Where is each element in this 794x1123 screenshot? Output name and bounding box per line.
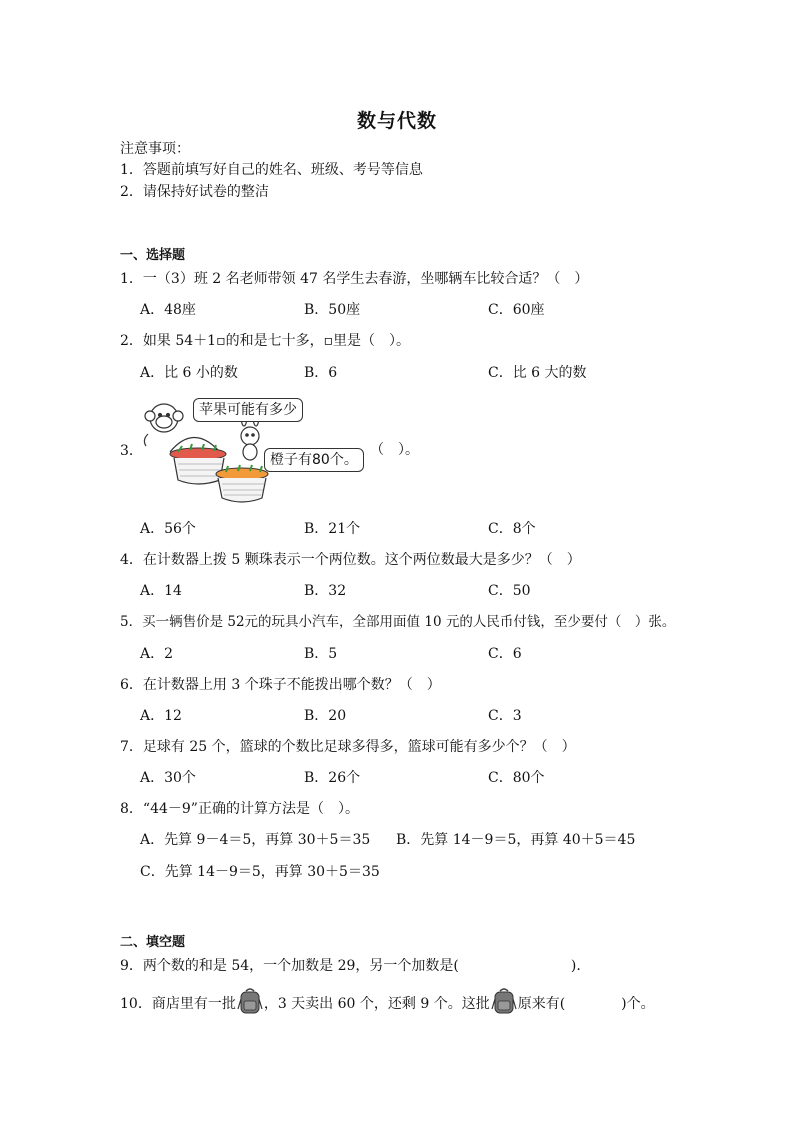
question-stem: 4．在计数器上拨 5 颗珠表示一个两位数。这个两位数最大是多少？（ ） (120, 552, 581, 568)
option-c[interactable]: C．比 6 大的数 (488, 365, 587, 381)
monkey-icon (144, 404, 183, 446)
option-b[interactable]: B．6 (304, 365, 338, 381)
option-b[interactable]: B．21个 (304, 521, 361, 537)
option-c[interactable]: C．6 (488, 646, 522, 662)
question-stem: 5．买一辆售价是 52元的玩具小汽车，全部用面值 10 元的人民币付钱，至少要付（ ）张。 (120, 614, 676, 630)
notice-title: 注意事项： (120, 141, 190, 157)
question-stem: 6．在计数器上用 3 个珠子不能拨出哪个数？（ ） (120, 677, 441, 693)
option-c[interactable]: C．50 (488, 583, 531, 599)
question-stem (120, 993, 655, 1015)
question-text-part2: ，3 天卖出 60 个，还剩 9 个。这批 (263, 996, 490, 1012)
option-a[interactable]: A．14 (140, 583, 182, 599)
orange-basket-icon (216, 465, 268, 502)
notice-item: 1．答题前填写好自己的姓名、班级、考号等信息 (120, 162, 423, 178)
backpack-icon (237, 987, 263, 1015)
backpack-icon (491, 987, 517, 1015)
option-a[interactable]: A．比 6 小的数 (140, 365, 238, 381)
question-number: 3． (120, 443, 143, 459)
question-stem: 8．“44－9”正确的计算方法是（ ）。 (120, 801, 359, 817)
question-stem: 7．足球有 25 个，篮球的个数比足球多得多，篮球可能有多少个？（ ） (120, 739, 576, 755)
section-title: 二、填空题 (120, 935, 186, 950)
option-a[interactable]: A．2 (140, 646, 174, 662)
option-b[interactable]: B．5 (304, 646, 338, 662)
question-stem-tail: （ ）。 (370, 442, 419, 458)
notice-item: 2．请保持好试卷的整洁 (120, 184, 269, 200)
question-stem: 2．如果 54＋1▫的和是七十多，▫里是（ ）。 (120, 333, 411, 349)
option-c[interactable]: C．3 (488, 708, 522, 724)
question-text-part1: 10．商店里有一批 (120, 996, 236, 1012)
apple-basket-icon (170, 437, 226, 484)
option-c[interactable]: C．80个 (488, 770, 545, 786)
speech-bubble-apples: 苹果可能有多少 (193, 398, 303, 422)
option-a[interactable]: A．56个 (140, 521, 196, 537)
option-a[interactable]: A．先算 9－4＝5，再算 30＋5＝35 (140, 832, 371, 848)
option-b[interactable]: B．20 (304, 708, 347, 724)
option-b[interactable]: B．26个 (304, 770, 361, 786)
speech-bubble-oranges: 橙子有80个。 (264, 448, 364, 472)
question-text-part3: 原来有( )个。 (517, 996, 655, 1012)
option-a[interactable]: A．48座 (140, 302, 196, 318)
question-stem: 9．两个数的和是 54，一个加数是 29，另一个加数是( ). (120, 958, 581, 974)
option-b[interactable]: B．32 (304, 583, 347, 599)
option-b[interactable]: B．先算 14－9＝5，再算 40＋5＝45 (396, 832, 636, 848)
page-title: 数与代数 (357, 110, 438, 132)
option-b[interactable]: B．50座 (304, 302, 361, 318)
option-a[interactable]: A．12 (140, 708, 182, 724)
section-title: 一、选择题 (120, 248, 186, 263)
option-c[interactable]: C．60座 (488, 302, 545, 318)
question-stem: 1．一（3）班 2 名老师带领 47 名学生去春游，坐哪辆车比较合适？（ ） (120, 271, 589, 287)
option-c[interactable]: C．8个 (488, 521, 536, 537)
option-a[interactable]: A．30个 (140, 770, 196, 786)
option-c[interactable]: C．先算 14－9＝5，再算 30＋5＝35 (140, 864, 380, 880)
